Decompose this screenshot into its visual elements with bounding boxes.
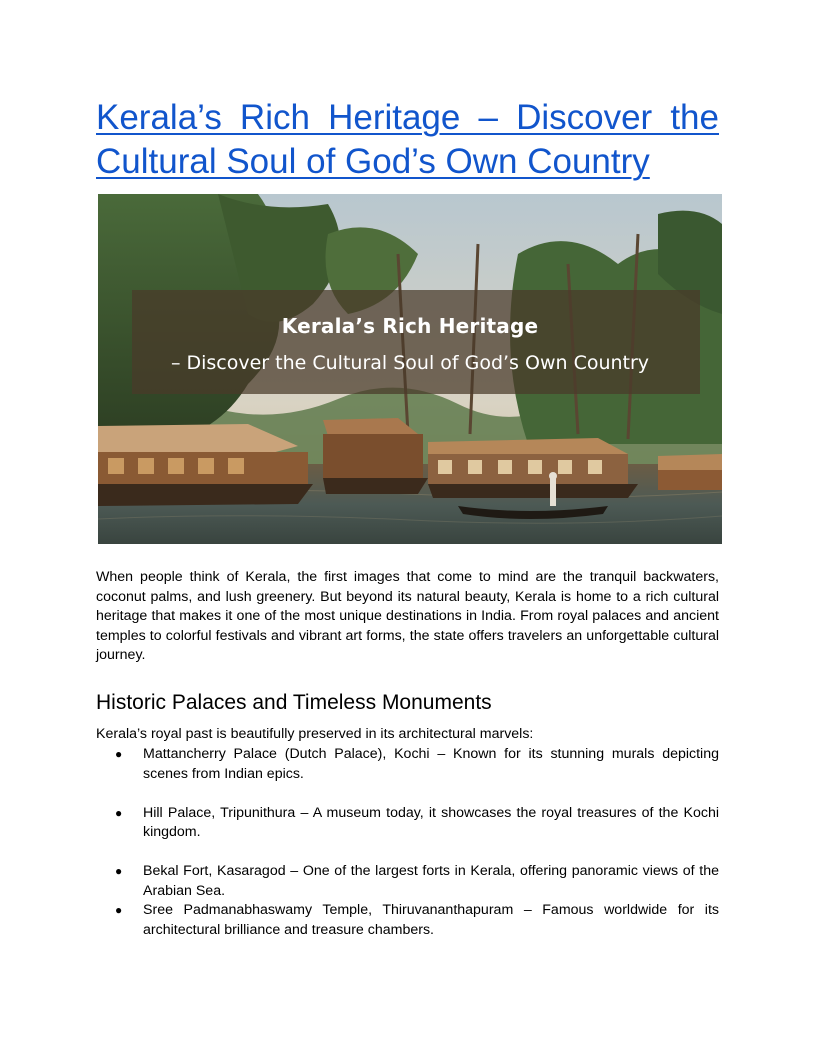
bullet-icon: ● — [115, 805, 123, 820]
list-item — [96, 745, 719, 784]
banner-subtitle: – Discover the Cultural Soul of God’s Own Country — [170, 352, 650, 374]
section-heading: Historic Palaces and Timeless Monuments — [96, 691, 492, 714]
monument-list — [96, 745, 719, 940]
houseboat-far-right — [658, 454, 722, 490]
bullet-icon: ● — [115, 864, 123, 878]
list-item — [96, 901, 719, 940]
banner-title: Kerala’s Rich Heritage — [281, 314, 539, 338]
bullet-icon: ● — [115, 903, 123, 917]
page-title-link[interactable]: Kerala’s Rich Heritage – Discover the Cultural Soul of God’s Own Country — [96, 98, 719, 181]
list-item-text: Bekal Fort, Kasaragod – One of the largest forts in Kerala, offering panoramic views of the Arabian Sea. — [143, 863, 719, 899]
list-item — [96, 862, 719, 901]
list-item-text: Mattancherry Palace (Dutch Palace), Kochi – Known for its stunning murals depicting scenes from Indian epics. — [143, 746, 719, 782]
bullet-icon: ● — [115, 747, 123, 761]
list-item — [96, 804, 719, 843]
hero-image — [98, 194, 722, 544]
houseboat-right — [428, 438, 638, 498]
list-item-text: Hill Palace, Tripunithura – A museum today, it showcases the royal treasures of the Kochi kingdom. — [143, 804, 719, 840]
intro-paragraph: When people think of Kerala, the first images that come to mind are the tranquil backwaters, coconut palms, and lush greenery. But beyond its natural beauty, Kerala is home to a rich cultural heritage that makes it one of the most unique destinations in India. From royal palaces and ancient temples to colorful festivals and vibrant art forms, the state offers travelers an unforgettable cultural journey. — [96, 569, 719, 663]
section-lead: Kerala’s royal past is beautifully preserved in its architectural marvels: — [96, 726, 534, 742]
list-item-text: Sree Padmanabhaswamy Temple, Thiruvananthapuram – Famous worldwide for its architectural brilliance and treasure chambers. — [143, 902, 719, 938]
